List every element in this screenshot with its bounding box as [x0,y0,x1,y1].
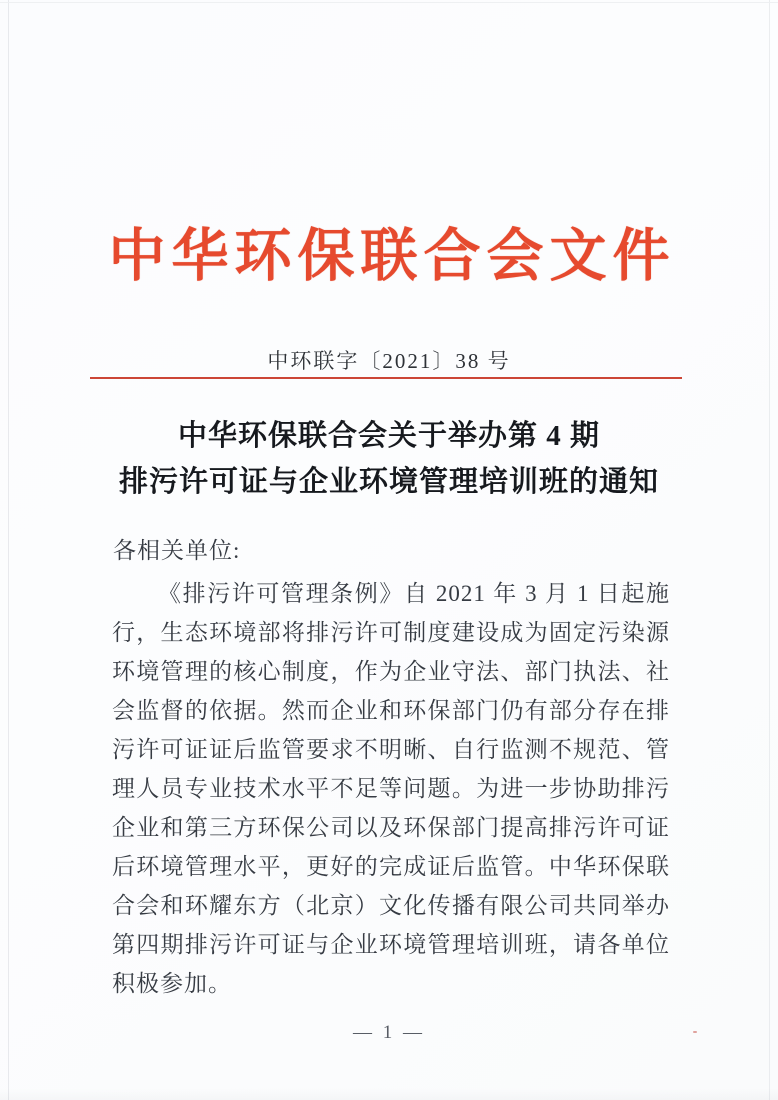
document-number: 中环联字〔2021〕38 号 [267,349,511,373]
body-paragraph: 《排污许可管理条例》自 2021 年 3 月 1 日起施行，生态环境部将排污许可制度建设成为固定污染源环境管理的核心制度，作为企业守法、部门执法、社会监督的依据。然而企业和环保部门仍有部分存在排污许可证证后监管要求不明晰、自行监测不规范、管理人员专业技术水平不足等问题。为进一步协助排污企业和第三方环保公司以及环保部门提高排污许可证后环境管理水平，更好的完成证后监管。中华环保联合会和环耀东方（北京）文化传播有限公司共同举办第四期排污许可证与企业环境管理培训班，请各单位积极参加。 [112,581,671,996]
document-title-line2: 排污许可证与企业环境管理培训班的通知 [118,466,659,498]
letterhead-title: 中华环保联合会文件 [108,225,676,288]
red-separator-rule [90,377,682,379]
scan-edge-right [769,0,770,1100]
document-title-line1: 中华环保联合会关于举办第 4 期 [177,420,600,452]
salutation: 各相关单位: [113,538,241,563]
scan-artifact-speck [693,1031,697,1033]
scan-edge-top [0,2,778,3]
page-number: — 1 — [353,1022,425,1043]
scan-edge-left [8,0,9,1100]
scan-edge-bottom [0,1088,778,1100]
document-title [49,413,729,505]
